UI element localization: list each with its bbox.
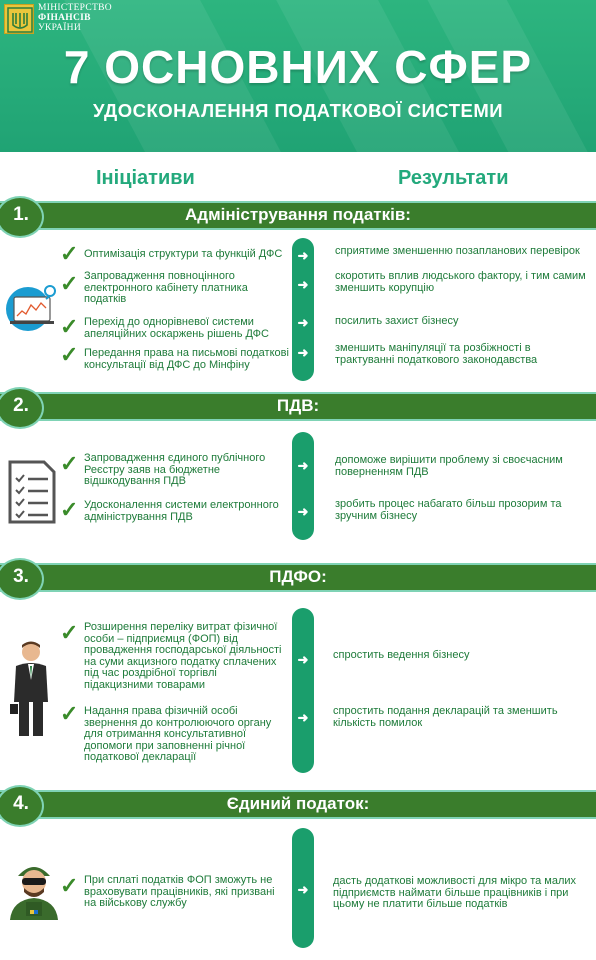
- section-number: 4.: [2, 790, 40, 819]
- ministry-line: УКРАЇНИ: [38, 23, 81, 33]
- arrow-right-icon: ➜: [297, 710, 309, 725]
- section-number: 1.: [2, 201, 40, 230]
- ministry-name: [38, 3, 112, 33]
- section-title: ПДВ:: [276, 396, 320, 415]
- arrow-right-icon: ➜: [297, 315, 309, 330]
- check-icon: ✓: [60, 241, 79, 266]
- section-number: 2.: [2, 392, 40, 421]
- column-heading-initiatives: Ініціативи: [96, 167, 195, 189]
- check-icon: ✓: [60, 873, 79, 898]
- arrow-right-icon: ➜: [297, 345, 309, 360]
- check-icon: ✓: [60, 620, 79, 645]
- result-text: скоротить вплив людського фактору, і тим самим зменшить корупцію: [335, 270, 586, 294]
- initiative-text: Розширення переліку витрат фізичної особи – підприємця (ФОП) від провадження господарської діяльності на суми акцизного податку сплачених під час роздрібної торгівлі підакцизними товарами: [84, 621, 282, 691]
- initiative-text: При сплаті податків ФОП зможуть не враховувати працівників, які призвані на військову службу: [84, 874, 275, 909]
- check-icon: ✓: [60, 701, 79, 726]
- ministry-line: МІНІСТЕРСТВО: [38, 3, 112, 13]
- result-text: допоможе вирішити проблему зі своєчасним поверненням ПДВ: [335, 454, 563, 478]
- initiative-text: Передання права на письмові податкові консультації від ДФС до Мінфіну: [84, 347, 289, 371]
- check-icon: ✓: [60, 271, 79, 296]
- result-text: посилить захист бізнесу: [335, 315, 459, 327]
- monitor-chart-icon: [6, 283, 62, 333]
- result-text: спростить ведення бізнесу: [333, 649, 470, 661]
- result-text: спростить подання декларацій та зменшить кількість помилок: [333, 705, 558, 729]
- arrow-pill: [292, 608, 314, 773]
- arrow-right-icon: ➜: [297, 277, 309, 292]
- arrow-right-icon: ➜: [297, 248, 309, 263]
- section-title: Єдиний податок:: [226, 794, 370, 813]
- column-heading-results: Результати: [398, 167, 509, 189]
- check-icon: ✓: [60, 314, 79, 339]
- section-title: Адміністрування податків:: [185, 205, 411, 224]
- checklist-icon: [8, 460, 56, 524]
- result-text: зробить процес набагато більш прозорим та зручним бізнесу: [335, 498, 562, 522]
- soldier-icon: [6, 858, 62, 920]
- check-icon: ✓: [60, 497, 79, 522]
- section-title: ПДФО:: [269, 567, 327, 586]
- initiative-text: Удосконалення системи електронного адміністрування ПДВ: [84, 499, 279, 523]
- initiative-text: Запровадження повноцінного електронного кабінету платника податків: [84, 270, 248, 305]
- result-text: зменшить маніпуляції та розбіжності в трактуванні податкового законодавства: [335, 342, 538, 366]
- page-title: 7 ОСНОВНИХ СФЕР: [63, 41, 533, 93]
- page-subtitle: УДОСКОНАЛЕННЯ ПОДАТКОВОЇ СИСТЕМИ: [92, 100, 504, 121]
- arrow-right-icon: ➜: [297, 652, 309, 667]
- arrow-right-icon: ➜: [297, 458, 309, 473]
- arrow-right-icon: ➜: [297, 882, 309, 897]
- initiative-text: Оптимізація структури та функцій ДФС: [84, 248, 283, 260]
- section-number: 3.: [2, 563, 40, 592]
- arrow-right-icon: ➜: [297, 504, 309, 519]
- arrow-pill: [292, 432, 314, 540]
- result-text: дасть додаткові можливості для мікро та малих підприємств наймати більше працівників і при цьому не платити більше податків: [333, 875, 577, 910]
- initiative-text: Перехід до однорівневої системи апеляційних оскаржень рішень ДФС: [84, 316, 269, 340]
- ministry-logo-icon: [4, 4, 34, 34]
- initiative-text: Запровадження єдиного публічного Реєстру заяв на бюджетне відшкодування ПДВ: [84, 452, 266, 487]
- check-icon: ✓: [60, 342, 79, 367]
- businessman-icon: [10, 640, 52, 740]
- ministry-line: ФІНАНСІВ: [38, 13, 91, 23]
- result-text: сприятиме зменшенню позапланових перевірок: [335, 245, 580, 257]
- check-icon: ✓: [60, 451, 79, 476]
- initiative-text: Надання права фізичній особі звернення до контролюючого органу для отримання консультативної допомоги при заповненні річної податкової декларації: [84, 705, 272, 763]
